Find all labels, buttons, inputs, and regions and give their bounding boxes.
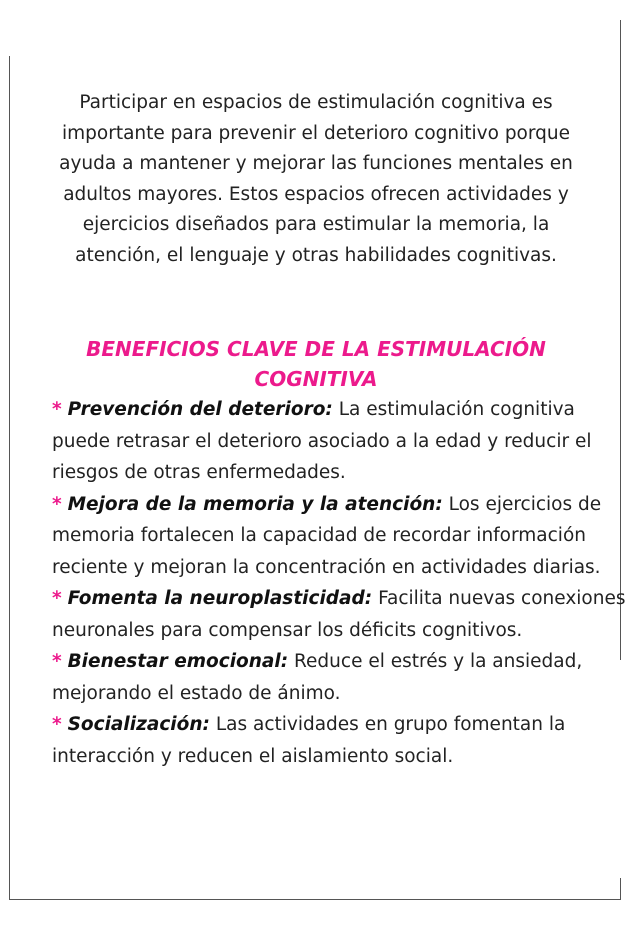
bullet-asterisk: * bbox=[52, 651, 62, 672]
benefit-text: Facilita nuevas conexiones neuronales para compensar los déficits cognitivos. bbox=[52, 588, 626, 641]
benefit-term: Fomenta la neuroplasticidad: bbox=[67, 588, 373, 609]
benefit-item bbox=[52, 583, 627, 646]
benefit-item bbox=[52, 394, 627, 489]
bullet-asterisk: * bbox=[52, 493, 62, 515]
page-border-bottom bbox=[9, 899, 621, 900]
benefit-item bbox=[52, 489, 627, 584]
page-border-right-lower bbox=[620, 878, 621, 900]
section-title: BENEFICIOS CLAVE DE LA ESTIMULACIÓN COGNITIVA bbox=[86, 337, 546, 391]
benefit-text: Las actividades en grupo fomentan la interacción y reducen el aislamiento social. bbox=[52, 714, 566, 767]
bullet-asterisk: * bbox=[52, 399, 62, 420]
bullet-asterisk: * bbox=[52, 714, 62, 735]
benefit-term: Mejora de la memoria y la atención: bbox=[67, 493, 443, 515]
benefit-item bbox=[52, 709, 627, 772]
page-border-left bbox=[9, 56, 10, 900]
intro-paragraph: Participar en espacios de estimulación cognitiva es importante para prevenir el deterioro cognitivo porque ayuda a mantener y mejorar las funciones mentales en adultos mayores. Estos espacios ofrecen actividades y ejercicios diseñados para estimular la memoria, la atención, el lenguaje y otras habilidades cognitivas. bbox=[59, 92, 573, 266]
benefit-text: La estimulación cognitiva puede retrasar el deterioro asociado a la edad y reducir el riesgos de otras enfermedades. bbox=[52, 399, 592, 483]
benefit-term: Prevención del deterioro: bbox=[67, 399, 333, 420]
benefit-text: Los ejercicios de memoria fortalecen la capacidad de recordar información reciente y mejoran la concentración en actividades diarias. bbox=[52, 493, 602, 578]
benefit-item bbox=[52, 646, 627, 709]
benefit-term: Bienestar emocional: bbox=[67, 651, 289, 672]
benefit-text: Reduce el estrés y la ansiedad, mejorando el estado de ánimo. bbox=[52, 651, 583, 704]
bullet-asterisk: * bbox=[52, 588, 62, 609]
benefits-list bbox=[52, 394, 627, 772]
benefit-term: Socialización: bbox=[67, 714, 210, 735]
